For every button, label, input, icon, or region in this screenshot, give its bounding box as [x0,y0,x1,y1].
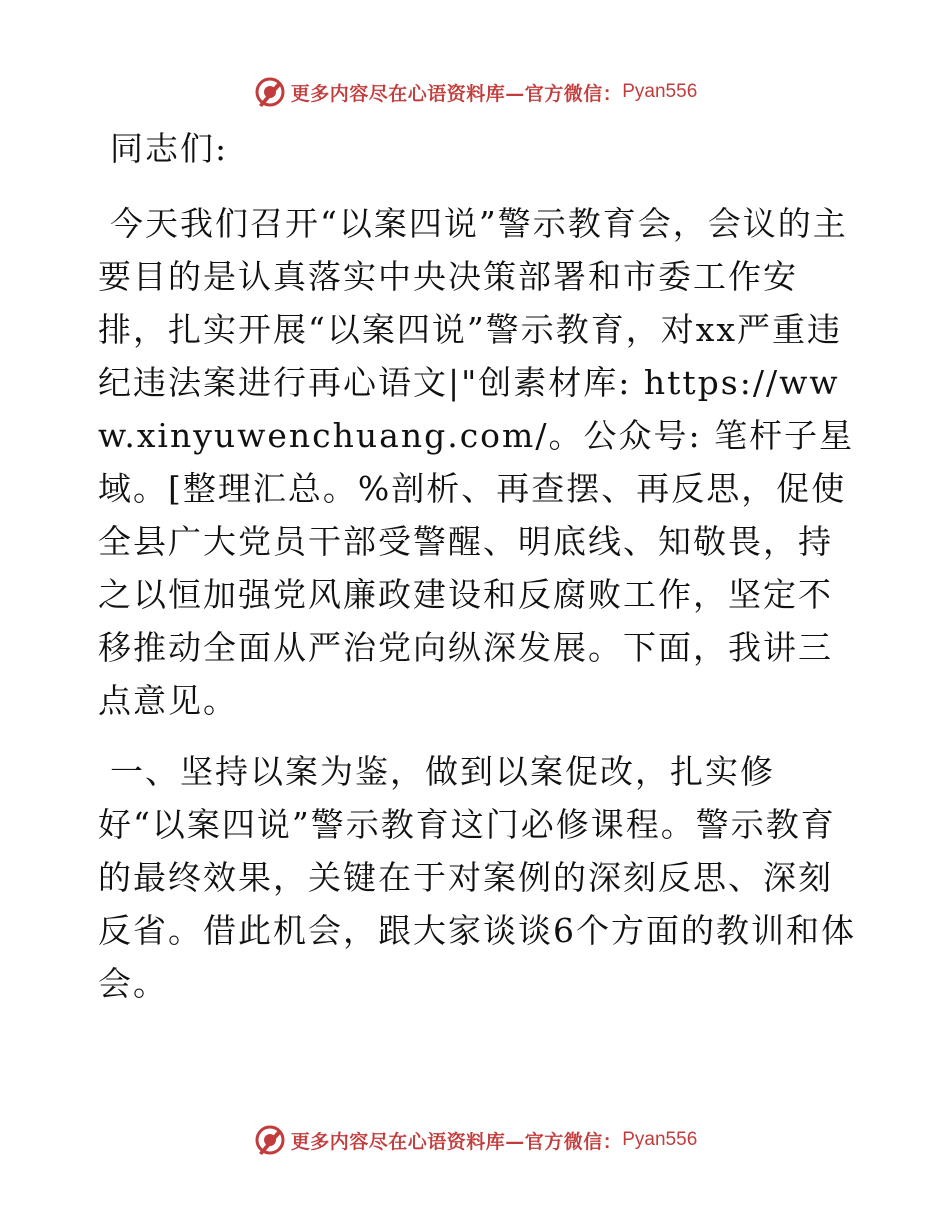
watermark-text: 更多内容尽在心语资料库—官方微信： [290,82,623,105]
paragraph-intro: 今天我们召开“以案四说”警示教育会，会议的主要目的是认真落实中央决策部署和市委工作安排，扎实开展“以案四说”警示教育，对xx严重违纪违法案进行再心语文|"创素材库: https://www.xinyuwenchuang.com/。公众号: 笔杆子星域。[整理汇总。%剖析、再查摆、再反思，促使全县广大党员干部受警醒、明底线、知敬畏，持之以恒加强党风廉政建设和反腐败工作，坚定不移推动全面从严治党向纵深发展。下面，我讲三点意见。 [98,204,855,720]
document-body [98,122,858,1028]
watermark-wechat-id: Pyan556 [622,1129,698,1150]
watermark-text: 更多内容尽在心语资料库—官方微信： [290,1130,623,1153]
footer-watermark [0,1120,950,1160]
greeting: 同志们: [110,129,229,168]
pen-logo-icon [253,1123,287,1157]
header-watermark [0,72,950,112]
watermark-wechat-id: Pyan556 [622,81,698,102]
paragraph-section-one: 一、坚持以案为鉴，做到以案促改，扎实修好“以案四说”警示教育这门必修课程。警示教育的最终效果，关键在于对案例的深刻反思、深刻反省。借此机会，跟大家谈谈6个方面的教训和体会。 [98,752,856,1003]
pen-logo-icon [253,75,287,109]
